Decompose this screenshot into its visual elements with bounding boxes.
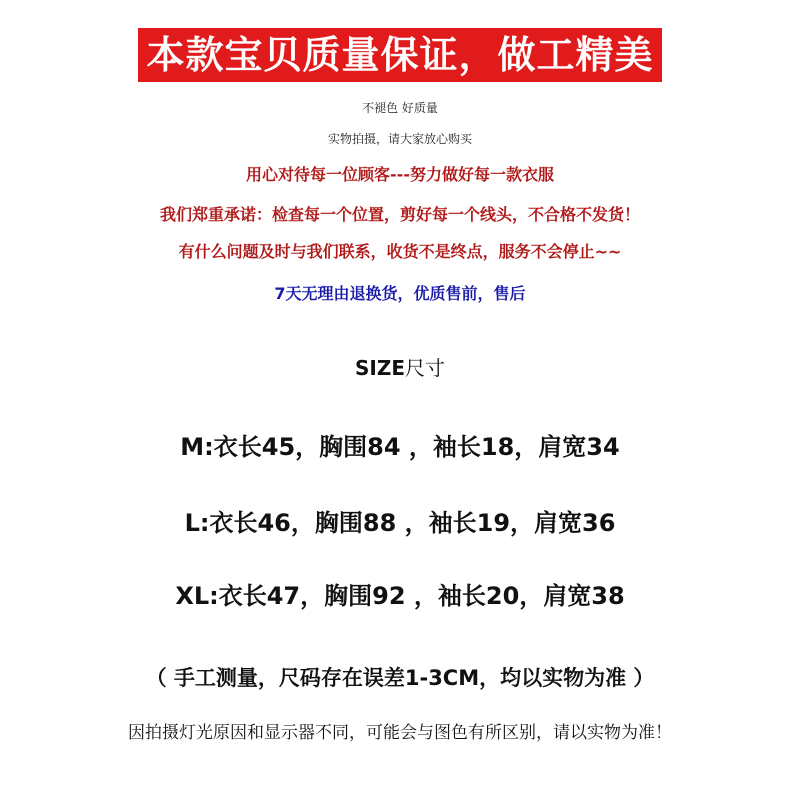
size-row-xl: XL:衣长47，胸围92 ，袖长20，肩宽38 [175, 582, 625, 610]
size-heading-bold: SIZE [354, 356, 405, 380]
promise-line-1: 不褪色 好质量 [362, 101, 438, 115]
promise-line-6: 7天无理由退换货，优质售前，售后 [274, 284, 526, 303]
promise-line-4: 我们郑重承诺：检查每一个位置，剪好每一个线头，不合格不发货！ [159, 205, 640, 224]
promise-line-5: 有什么问题及时与我们联系，收货不是终点，服务不会停止~~ [178, 242, 622, 261]
promise-line-2: 实物拍摄，请大家放心购买 [327, 132, 472, 146]
measurement-note: （ 手工测量，尺码存在误差1-3CM，均以实物为准 ） [145, 666, 655, 690]
quality-banner: 本款宝贝质量保证，做工精美 [138, 28, 661, 82]
color-disclaimer: 因拍摄灯光原因和显示器不同，可能会与图色有所区别，请以实物为准！ [128, 723, 672, 743]
size-heading [0, 352, 800, 381]
size-row-m: M:衣长45，胸围84 ，袖长18，肩宽34 [180, 433, 620, 461]
size-heading-rest: 尺寸 [405, 356, 445, 380]
size-row-l: L:衣长46，胸围88 ，袖长19，肩宽36 [184, 509, 616, 537]
promise-line-3: 用心对待每一位顾客---努力做好每一款衣服 [246, 165, 554, 184]
banner-container [0, 28, 800, 82]
